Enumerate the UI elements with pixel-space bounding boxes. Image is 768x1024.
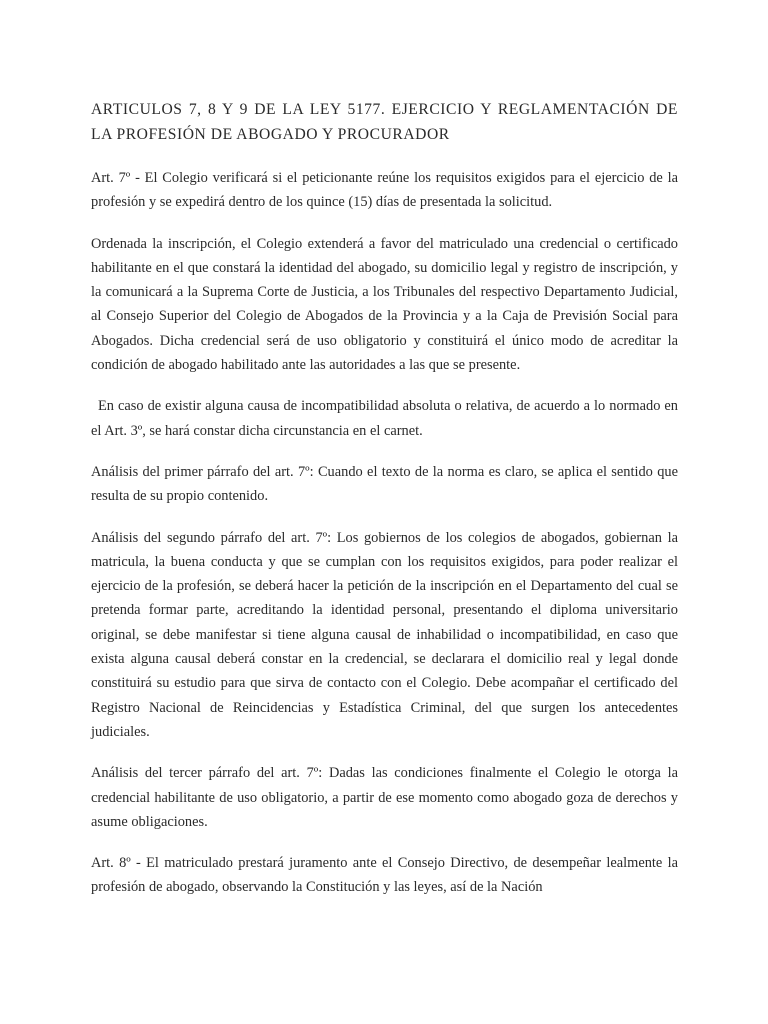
article-7-second-paragraph: Ordenada la inscripción, el Colegio extenderá a favor del matriculado una credencial o certificado habilitante en el que constará la identidad del abogado, su domicilio legal y registro de inscripción, y la comunicará a la Suprema Corte de Justicia, a los Tribunales del respectivo Departamento Judicial, al Consejo Superior del Colegio de Abogados de la Provincia y a la Caja de Previsión Social para Abogados. Dicha credencial será de uso obligatorio y constituirá el único modo de acreditar la condición de abogado habilitado ante las autoridades a las que se presente. (91, 235, 678, 374)
article-7-paragraph: Art. 7º - El Colegio verificará si el peticionante reúne los requisitos exigidos para el ejercicio de la profesión y se expedirá dentro de los quince (15) días de presentada la solicitud. (91, 170, 678, 211)
article-8-paragraph: Art. 8º - El matriculado prestará juramento ante el Consejo Directivo, de desempeñar lealmente la profesión de abogado, observando la Constitución y las leyes, así de la Nación (91, 855, 678, 896)
article-7-third-paragraph: En caso de existir alguna causa de incompatibilidad absoluta o relativa, de acuerdo a lo normado en el Art. 3º, se hará constar dicha circunstancia en el carnet. (91, 398, 678, 439)
analysis-first-paragraph: Análisis del primer párrafo del art. 7º: Cuando el texto de la norma es claro, se aplica el sentido que resulta de su propio contenido. (91, 463, 678, 505)
analysis-third-paragraph: Análisis del tercer párrafo del art. 7º: Dadas las condiciones finalmente el Colegio le otorga la credencial habilitante de uso obligatorio, a partir de ese momento como abogado goza de derechos y asume obligaciones. (91, 765, 678, 830)
analysis-second-paragraph: Análisis del segundo párrafo del art. 7º: Los gobiernos de los colegios de abogados, gobiernan la matricula, la buena conducta y que se cumplan con los requisitos exigidos, para poder realizar el ejercicio de la profesión, se deberá hacer la petición de la inscripción en el Departamento del cual se pretenda formar parte, acreditando la identidad personal, presentando el diploma universitario original, se debe manifestar si tiene alguna causal de inhabilidad o incompatibilidad, en caso que exista alguna causal deberá constar en la credencial, se declarara el domicilio real y legal donde constituirá su estudio para que sirva de contacto con el Colegio. Debe acompañar el certificado del Registro Nacional de Reincidencias y Estadística Criminal, del que surgen los antecedentes judiciales. (91, 529, 678, 740)
document-title: ARTICULOS 7, 8 Y 9 DE LA LEY 5177. EJERCICIO Y REGLAMENTACIÓN DE LA PROFESIÓN DE ABOGADO Y PROCURADOR (91, 101, 678, 143)
